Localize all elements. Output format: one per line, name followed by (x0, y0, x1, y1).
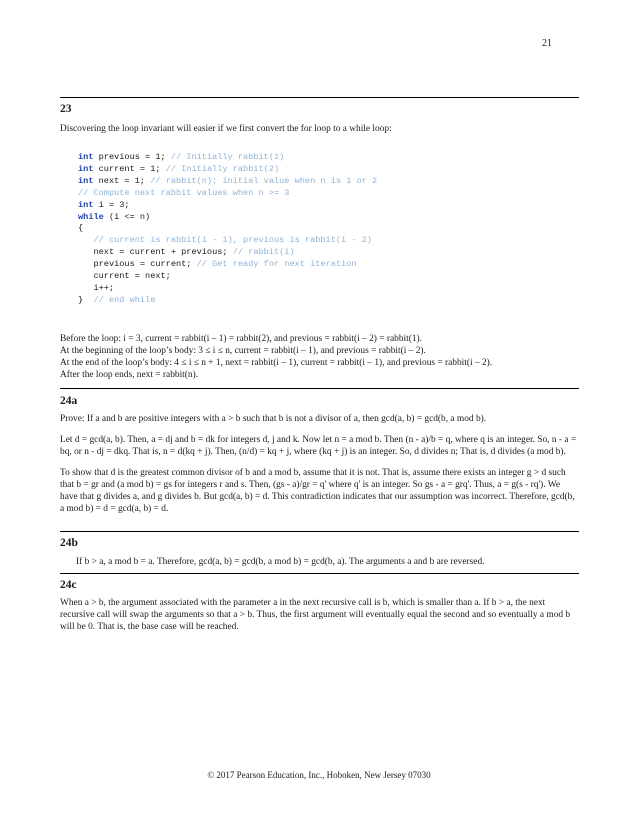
paragraph: To show that d is the greatest common divisor of b and a mod b, assume that it is not. That is, assume there exists an integer g > d such that b = gr and (a mod b) = gs for integers r and s. Then, (gs - a)/gr = q' where q' is an integer. So gs - a = grq'. Thus, a = g(s - rq'). We have that g divides a, and g divides b. But gcd(a, b) = d. This contradiction indicates that our assumption was incorrect. Therefore, gcd(b, a mod b) = d = gcd(a, b) = d. (60, 468, 575, 514)
note-line: At the end of the loop’s body: 4 ≤ i ≤ n + 1, next = rabbit(i – 1), current = rabbit(i – 1), and previous = rabbit(i – 2). (60, 358, 493, 368)
section-24a-body (60, 413, 579, 515)
section-23-title: 23 (60, 103, 72, 115)
code-comment: // Compute next rabbit values when n >= 3 (78, 187, 290, 198)
code-keyword: int (78, 152, 94, 162)
code-comment: // rabbit(n); initial value when n is 1 or 2 (150, 175, 378, 186)
code-comment: // rabbit(i) (232, 247, 295, 258)
section-24b-rule (60, 531, 579, 532)
note-line: Before the loop: i = 3, current = rabbit(i – 1) = rabbit(2), and previous = rabbit(i – 2) = rabbit(1). (60, 334, 423, 344)
code-text: i++; (78, 282, 115, 293)
code-comment: // Initially rabbit(2) (165, 163, 280, 174)
code-text: (i <= n) (103, 211, 151, 222)
code-line (78, 283, 377, 295)
paragraph: Let d = gcd(a, b). Then, a = dj and b = dk for integers d, j and k. Now let n = a mod b. Then (n - a)/b = q, where q is an integer. So, n - a = bq, or n - dj = dkq. That is, n = d(kq + j). Then, (n/d) = kq + j, where (kq + j) is an integer. So, d divides n; That is, d divides (a mod b). (60, 435, 577, 457)
code-keyword: int (78, 175, 94, 186)
code-keyword: while (78, 211, 104, 222)
code-keyword: int (78, 199, 94, 210)
code-text: next = current + previous; (78, 247, 233, 258)
code-line (78, 295, 377, 307)
section-24c-body (60, 597, 579, 633)
section-23-intro: Discovering the loop invariant will easier if we first convert the for loop to a while loop: (60, 124, 392, 134)
section-24a-title: 24a (60, 395, 78, 407)
code-comment: // Get ready for next iteration (196, 259, 357, 270)
paragraph: Prove: If a and b are positive integers with a > b such that b is not a divisor of a, then gcd(a, b) = gcd(b, a mod b). (60, 414, 487, 424)
paragraph: When a > b, the argument associated with the parameter a in the next recursive call is b, which is smaller than a. If b > a, the next recursive call will swap the arguments so that a > b. Thus, the first argument will eventually equal the second and so eventually a mod b will be 0. That is, the base case will be reached. (60, 598, 571, 632)
code-block (78, 152, 377, 307)
section-24c-title: 24c (60, 579, 77, 591)
code-text: } (78, 294, 94, 305)
code-line (78, 200, 377, 212)
code-line (78, 235, 377, 247)
paragraph: If b > a, a mod b = a. Therefore, gcd(a, b) = gcd(b, a mod b) = gcd(b, a). The arguments a and b are reversed. (76, 557, 485, 567)
code-line (78, 223, 377, 235)
code-line (78, 259, 377, 271)
code-line (78, 247, 377, 259)
note-line: At the beginning of the loop’s body: 3 ≤ i ≤ n, current = rabbit(i – 1), and previous = rabbit(i – 2). (60, 346, 426, 356)
code-text: previous = current; (78, 259, 197, 270)
code-comment: // current is rabbit(i - 1), previous is rabbit(i - 2) (93, 235, 372, 246)
section-24a-rule (60, 388, 579, 389)
section-24b-title: 24b (60, 537, 78, 549)
code-comment: // Initially rabbit(1) (170, 152, 285, 162)
copyright-footer: © 2017 Pearson Education, Inc., Hoboken, New Jersey 07030 (207, 770, 431, 780)
section-23-intro-wrap (60, 123, 579, 135)
code-text: current = next; (78, 271, 171, 282)
code-text: i = 3; (93, 199, 130, 210)
code-text: next = 1; (93, 175, 151, 186)
page-number: 21 (542, 38, 552, 49)
section-23-rule (60, 97, 579, 98)
code-line (78, 176, 377, 188)
code-line (78, 212, 377, 224)
section-24b-body (76, 556, 579, 568)
code-line (78, 188, 377, 200)
code-text: previous = 1; (93, 152, 171, 162)
code-comment: // end while (93, 294, 156, 305)
code-line (78, 152, 377, 164)
code-text: current = 1; (93, 163, 166, 174)
code-line (78, 164, 377, 176)
code-line (78, 271, 377, 283)
code-keyword: int (78, 163, 94, 174)
section-23-notes (60, 333, 579, 381)
note-line: After the loop ends, next = rabbit(n). (60, 370, 199, 380)
code-text: { (78, 223, 84, 234)
code-text (78, 235, 93, 245)
section-24c-rule (60, 573, 579, 574)
